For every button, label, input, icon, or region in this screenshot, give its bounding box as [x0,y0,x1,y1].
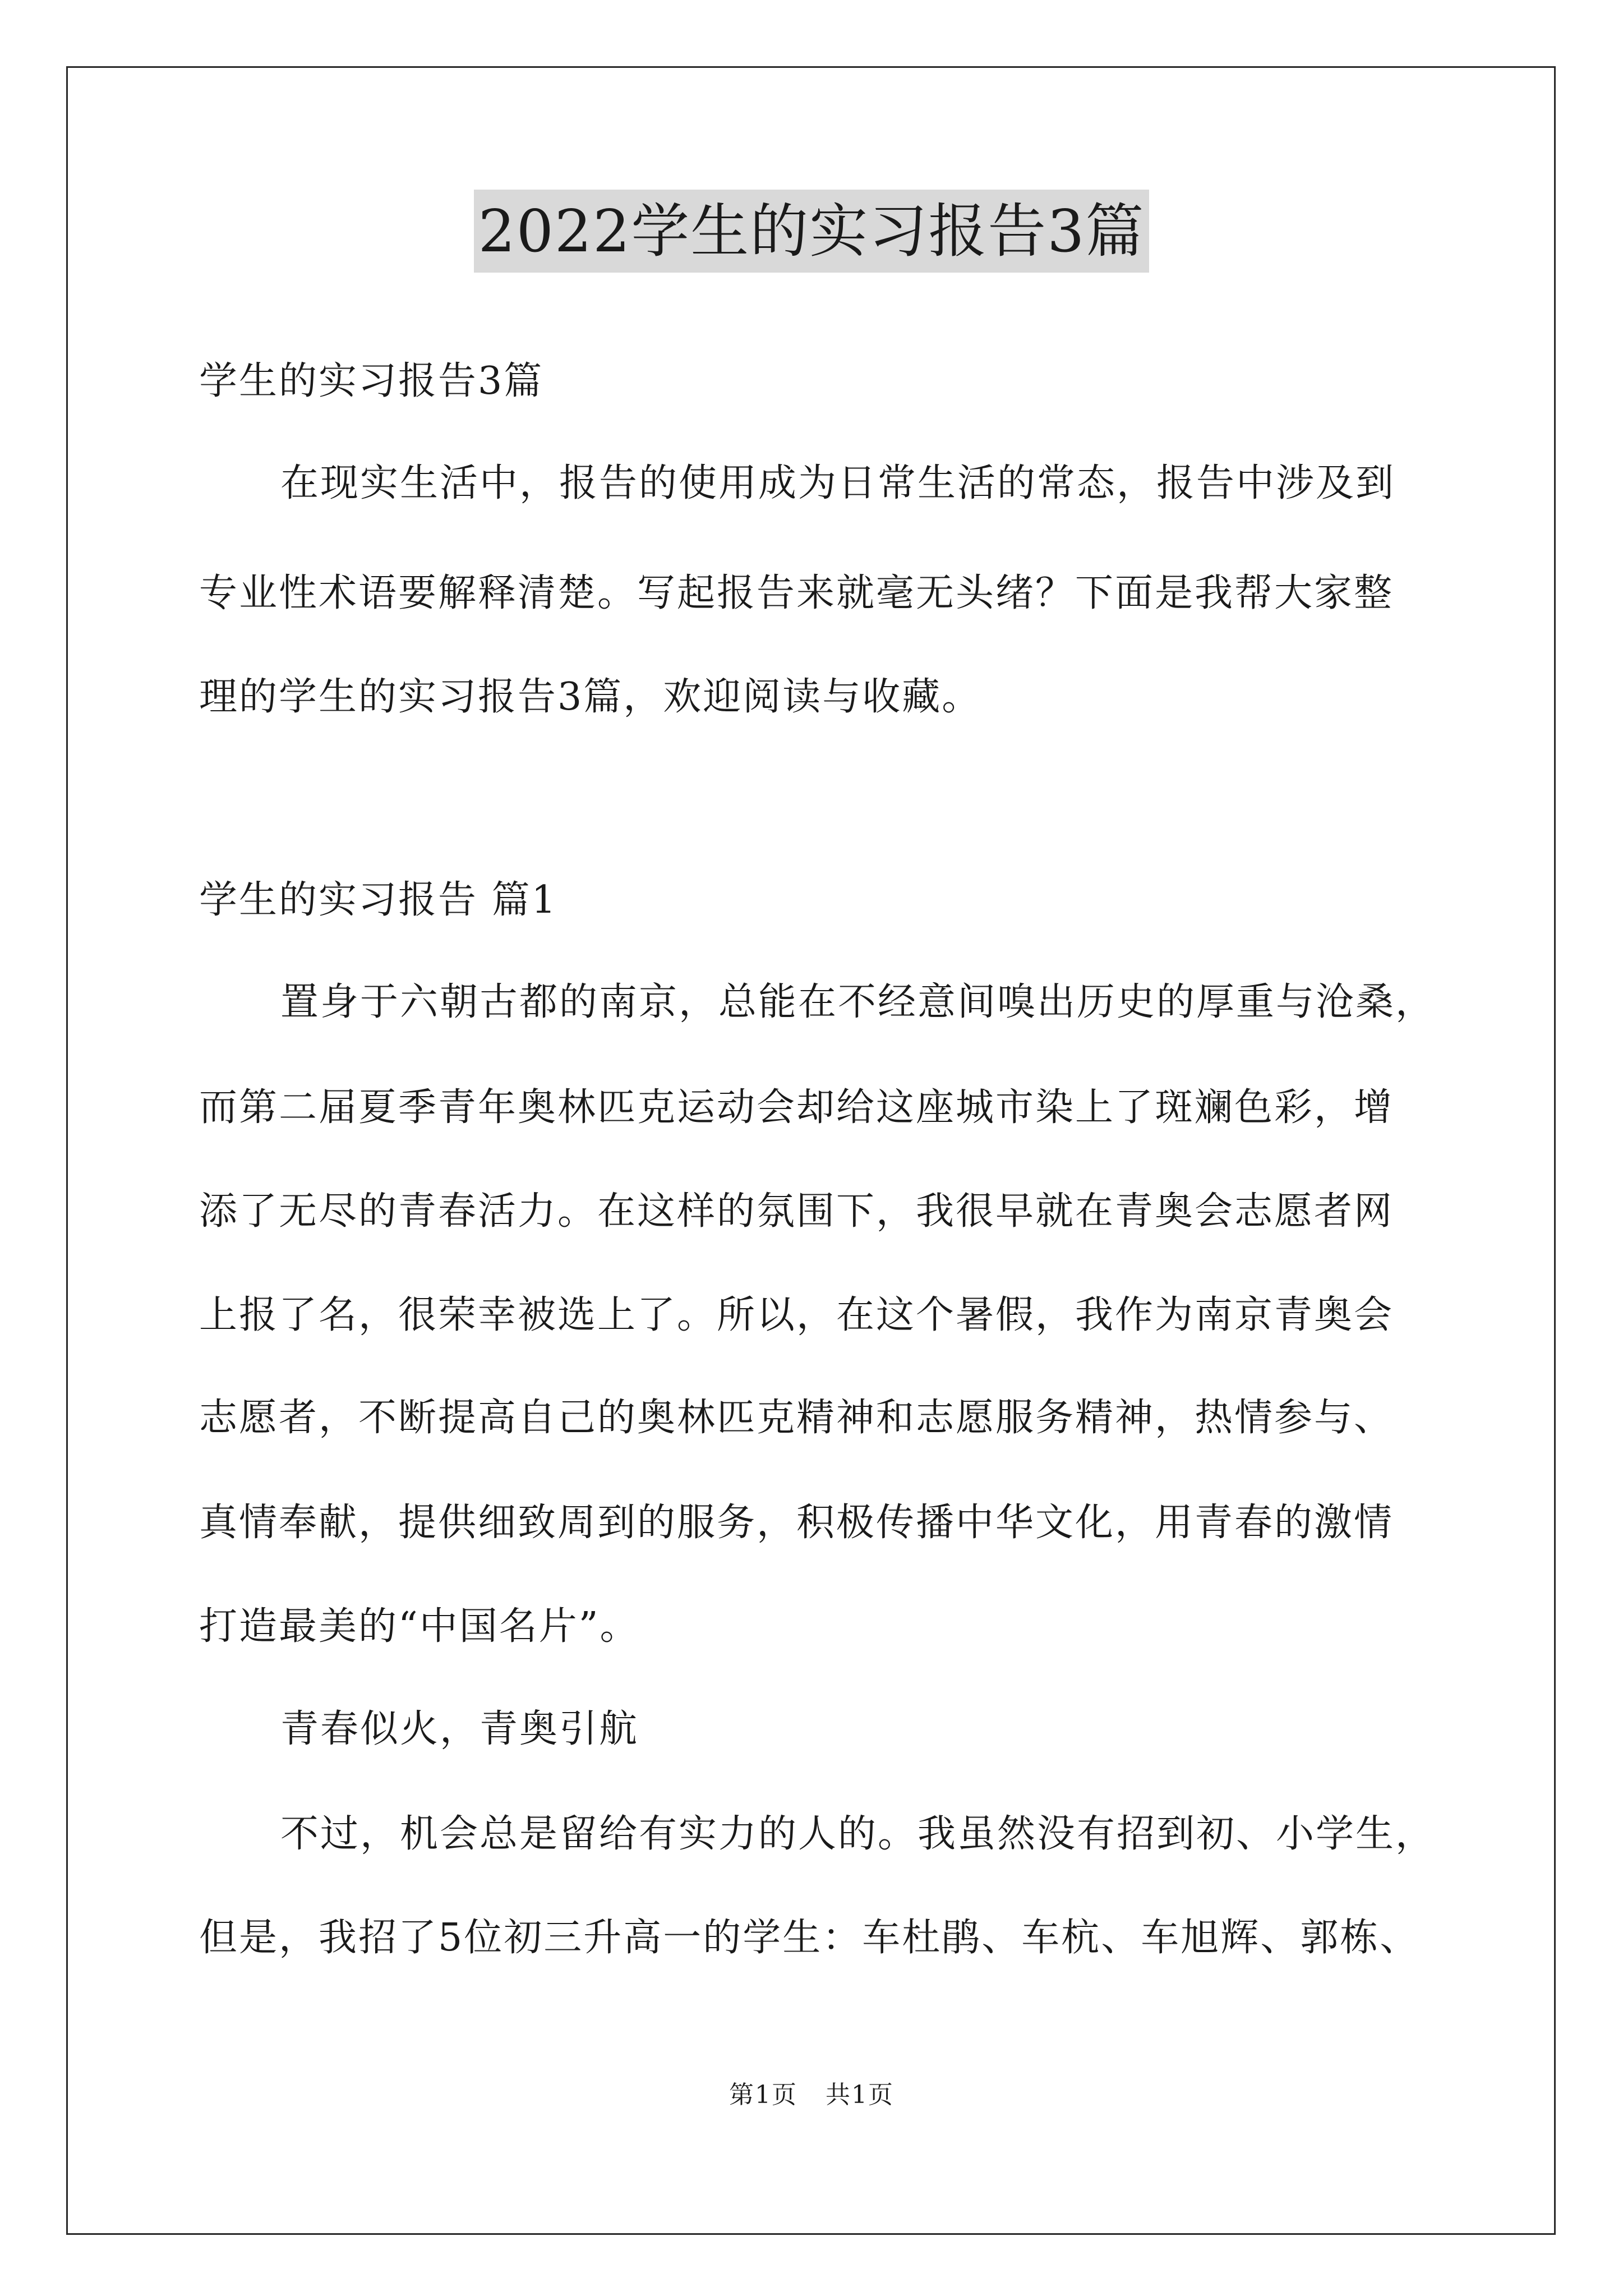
intro-line: 理的学生的实习报告3篇，欢迎阅读与收藏。 [199,675,982,719]
page-number: 第1页 [729,2081,797,2109]
sub-heading: 青春似火，青奥引航 [280,1707,639,1751]
paragraph-line: 置身于六朝古都的南京，总能在不经意间嗅出历史的厚重与沧桑， [280,980,1436,1024]
paragraph-line: 打造最美的“中国名片”。 [199,1604,640,1649]
document-title: 2022学生的实习报告3篇 [474,190,1150,273]
paragraph-line: 但是，我招了5位初三升高一的学生：车杜鹃、车杭、车旭辉、郭栋、 [199,1916,1420,1960]
paragraph-line: 真情奉献，提供细致周到的服务，积极传播中华文化，用青春的激情 [199,1501,1394,1545]
intro-line: 专业性术语要解释清楚。写起报告来就毫无头绪？下面是我帮大家整 [199,571,1394,615]
paragraph-line: 不过，机会总是留给有实力的人的。我虽然没有招到初、小学生， [280,1812,1436,1856]
title-container [0,190,1623,273]
section-heading: 学生的实习报告 篇1 [199,878,557,922]
intro-line: 在现实生活中，报告的使用成为日常生活的常态，报告中涉及到 [280,461,1396,505]
paragraph-line: 而第二届夏季青年奥林匹克运动会却给这座城市染上了斑斓色彩，增 [199,1085,1394,1130]
page-footer [0,2078,1623,2112]
paragraph-line: 志愿者，不断提高自己的奥林匹克精神和志愿服务精神，热情参与、 [199,1396,1394,1440]
paragraph-line: 添了无尽的青春活力。在这样的氛围下，我很早就在青奥会志愿者网 [199,1189,1394,1234]
subtitle: 学生的实习报告3篇 [199,359,544,403]
page-total: 共1页 [826,2081,894,2109]
paragraph-line: 上报了名，很荣幸被选上了。所以，在这个暑假，我作为南京青奥会 [199,1293,1394,1337]
